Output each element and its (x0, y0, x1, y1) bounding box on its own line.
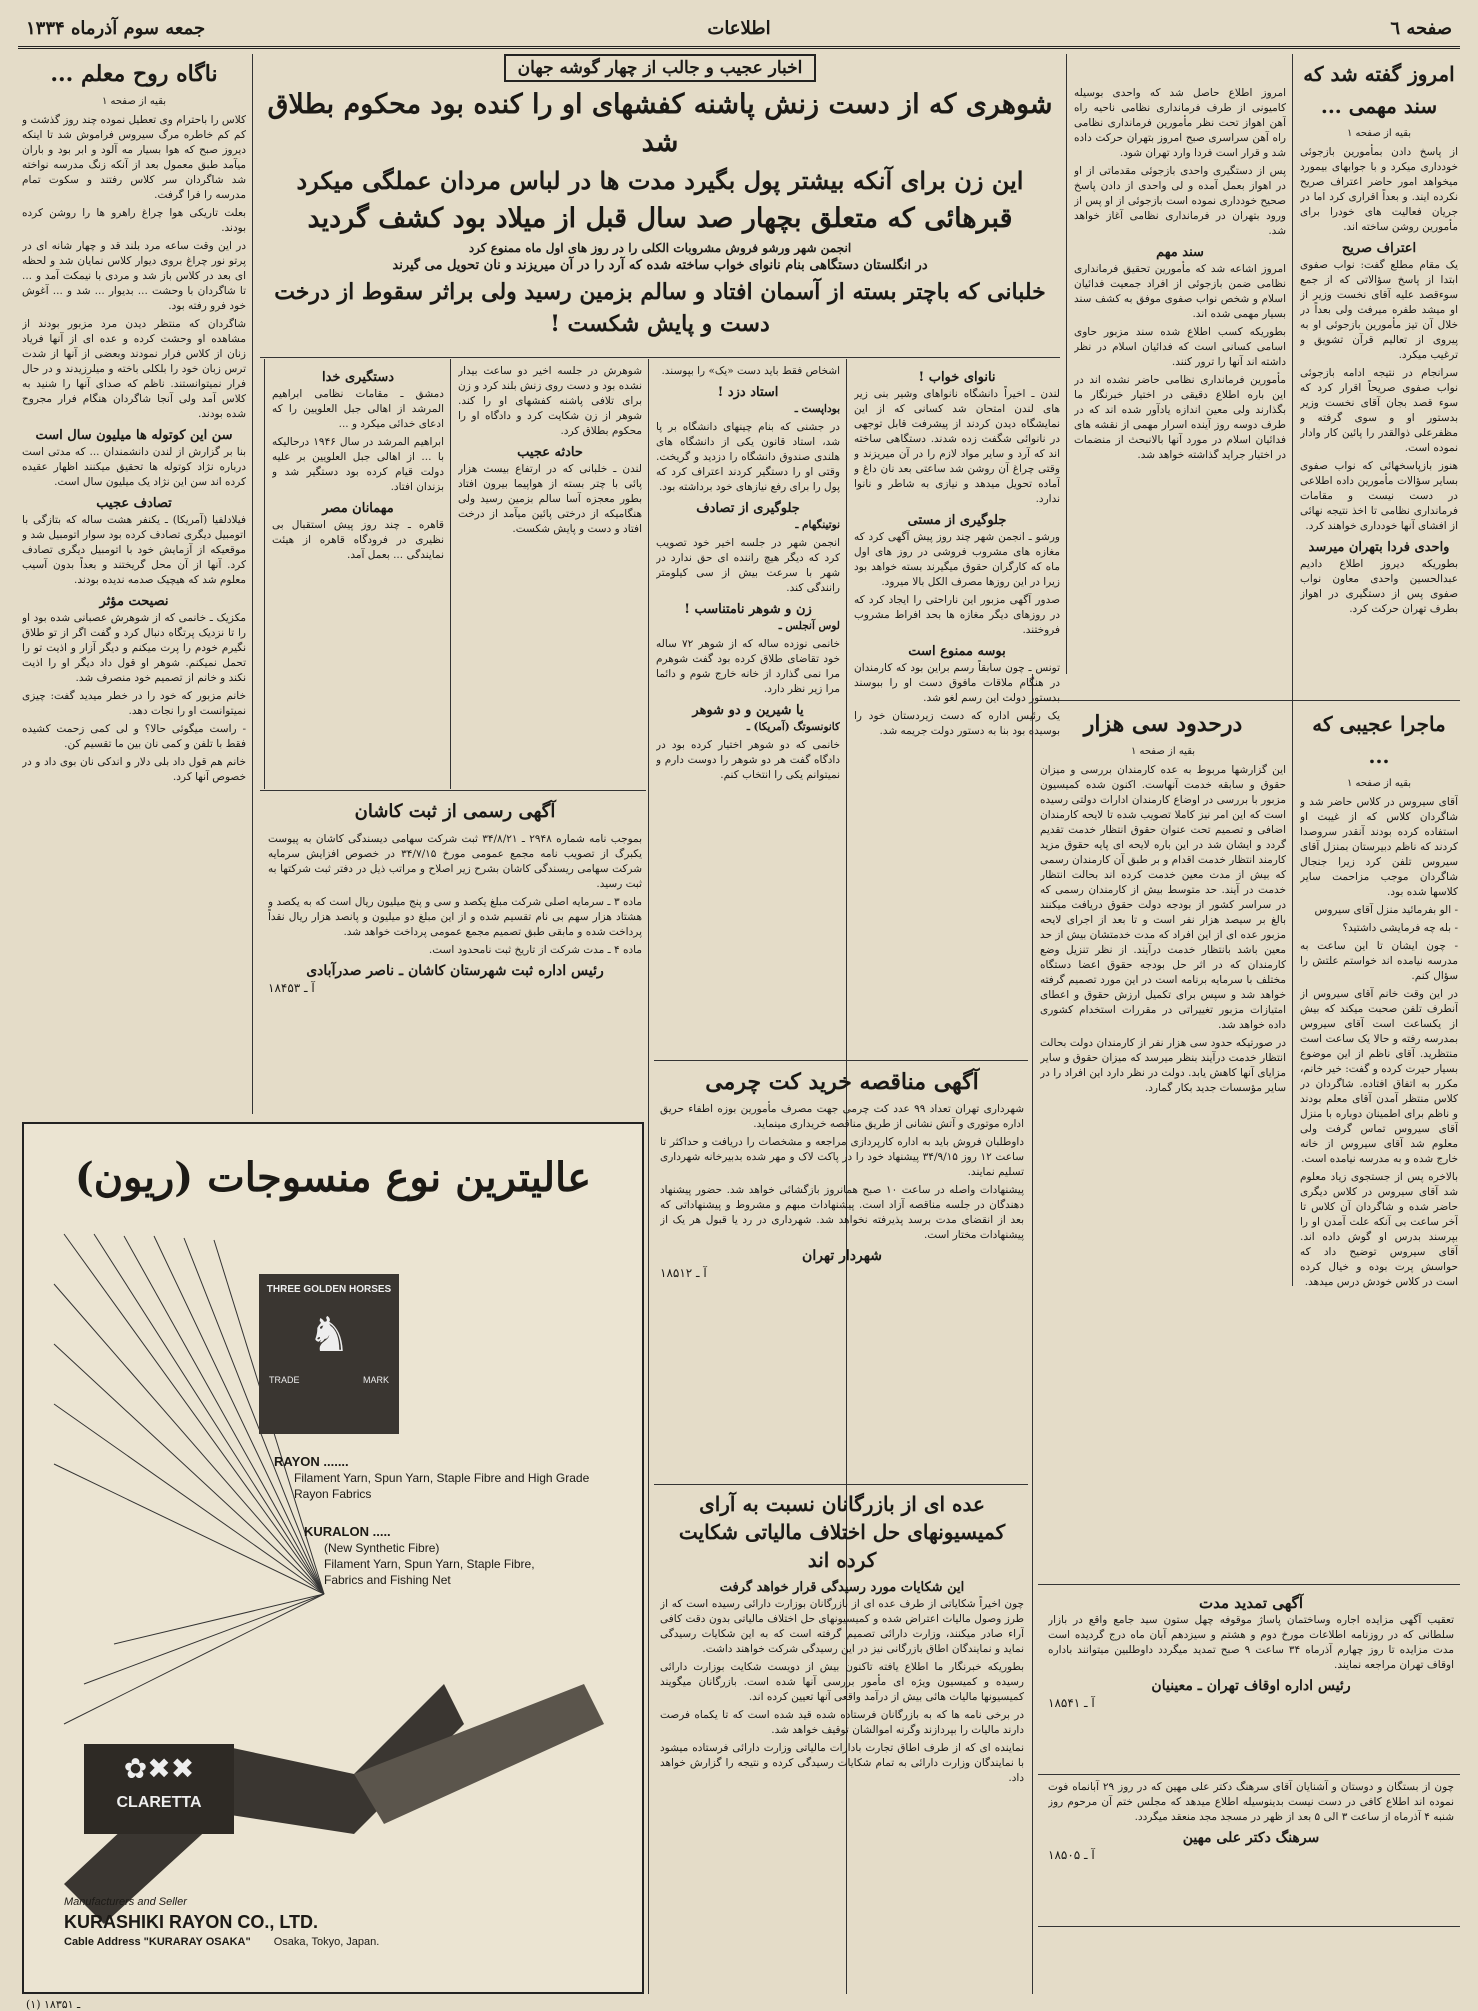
news-paragraph: مکزیک ـ خانمی که از شوهرش عصبانی شده بود او را تا نزدیک پرتگاه دنبال کرد و گفت اگر از تو طلاق نگیرم خودم را پرت میکنم و دیگر آزار و اذیت تو را تحمل نمیکنم. شوهر او قول داد دیگر او را اذیت نکند و خانم از تصمیم خود منصرف شد. (22, 612, 246, 684)
subheadline: در انگلستان دستگاهی بنام نانوای خواب ساخته شده که آرد را در آن میریزند و نان تحویل می گیرند (392, 258, 928, 273)
dialogue-line: - چون ایشان تا این ساعت به مدرسه نیامده اند خواستم علتش را سؤال کنم. (1300, 940, 1458, 982)
notice-paragraph: پیشنهادات واصله در ساعت ۱۰ صبح همانروز بازگشائی خواهد شد. حضور پیشنهاد دهندگان در جلسه مناقصه آزاد است. پیشنهادات مبهم و مشروط و پیشنهاداتی که بعد از انقضای مدت برسد پذیرفته نخواهد شد. شهرداری در رد یا قبول هر یک از پیشنهادات مختار است. (660, 1184, 1024, 1241)
continuation-note: بقیه از صفحه ۱ (1346, 778, 1412, 789)
badge-text: THREE GOLDEN HORSES (266, 1284, 392, 1295)
news-column (854, 364, 1060, 1084)
notice-title: آگهی تمدید مدت (1199, 1594, 1303, 1612)
notice-paragraph: ماده ۴ ـ مدت شرکت از تاریخ ثبت نامحدود است. (428, 944, 642, 956)
right-article-continuation (1074, 86, 1286, 696)
news-heading: حادثه عجیب (517, 445, 583, 460)
article-paragraph: بعلت تاریکی هوا چراغ راهرو ها را روشن کرده بودند. (22, 207, 246, 234)
news-paragraph: شوهرش در جلسه اخیر دو ساعت بیدار نشده بود و دست روی زنش بلند کرد و زن برای تلافی پاشنه کفشهای او را کند. شوهر از زن شکایت کرد و دادگاه او را محکوم بطلاق کرد. (458, 365, 642, 437)
article-title: کمیسیونهای حل اختلاف مالیاتی شکایت کرده اند (678, 1520, 1006, 1572)
subheading: سند مهم (1156, 245, 1204, 260)
news-paragraph: ابراهیم المرشد در سال ۱۹۴۶ درحالیکه با ... از اهالی جبل العلویین بر علیه دولت قیام کرده بود دستگیر شد و بزندان افتاد. (272, 436, 444, 493)
section-label: اخبار عجیب و جالب از چهار گوشه جهان (504, 54, 817, 82)
masthead (18, 14, 1460, 49)
section-rule (1038, 1584, 1460, 1585)
news-paragraph: بنا بر گزارش از لندن دانشمندان ... که مدتی است درباره نژاد کوتوله ها تحقیق میکنند اظهار عقیده کرده اند سن این نژاد یک میلیون سال است. (22, 446, 246, 488)
newspaper-page (18, 14, 1460, 2011)
subheading: واحدی فردا بتهران میرسد (1308, 540, 1450, 555)
notice-paragraph: تعقیب آگهی مزایده اجاره وساختمان پاساژ موقوفه چهل ستون سید جامع واقع در بازار سلطانی که در روزنامه اطلاعات مورخ دوم و هشتم و سیزدهم آبان ماه درج گردیده است مدت مزایده تا روز چهارم آذرماه ۳۴ ساعت ۹ صبح تمدید میگردد داوطلبین میتوانند باداره اوقاف تهران مراجعه نمایند. (1048, 1614, 1454, 1671)
news-column (656, 364, 840, 1054)
notice-code: آ ـ ۱۸۵۴۱ (1048, 1696, 1095, 1710)
news-heading: جلوگیری از مستی (907, 513, 1007, 528)
maker-location: Osaka, Tokyo, Japan. (273, 1936, 380, 1948)
notice-code: آ ـ ۱۸۵۱۲ (660, 1266, 707, 1280)
column-rule (1066, 54, 1067, 674)
badge-mark: MARK (362, 1375, 389, 1385)
notice-title: آگهی رسمی از ثبت کاشان (354, 801, 556, 822)
article-paragraph: در صورتیکه حدود سی هزار نفر از کارمندان دولت بحالت انتظار خدمت درآیند بنظر میرسد که میزان حقوق و سایر مزایای آنها کاهش یابد. دولت در نظر دارد این افراد را در سایر مؤسسات جدید بکار گمارد. (1040, 1037, 1286, 1094)
article-paragraph: مأمورین فرمانداری نظامی حاضر نشده اند در این باره اطلاع دقیقی در اختیار خبرنگار ما بگذارند ولی معین اندازه یادآور شده اند که در طرف دوسه روز آینده اسرار مهمی از نقشه های فدائیان اسلام در مورد آنها بالانبحث از منضمات در اختیار جراید گذاشته خواهد شد. (1074, 374, 1286, 461)
article-paragraph: کلاس را باحترام وی تعطیل نموده چند روز گذشت و کم کم خاطره مرگ سیروس فراموش شد تا اینکه دیروز صبح که هوا بسیار مه آلود و ابر بود و باران میآمد طبق معمول بعد از آنکه زنگ مدرسه نواخته شد شاگردان سر کلاس رفتند و سکوت تمام مدرسه را فرا گرفت. (22, 114, 246, 201)
notice-signature: رئیس اداره اوقاف تهران ـ معینیان (1151, 1678, 1351, 1694)
kuralon-sub: (New Synthetic Fibre) (324, 1541, 440, 1555)
article-paragraph: بطوریکه دیروز اطلاع دادیم عبدالحسین واحدی معاون نواب صفوی پس از دستگیری در اهواز بطرف تهران حرکت کرد. (1300, 558, 1458, 615)
news-heading: بوسه ممنوع است (908, 644, 1006, 659)
tender-notice (660, 1066, 1024, 1476)
article-paragraph: یک مقام مطلع گفت: نواب صفوی ابتدا از پاسخ سؤالاتی که از جمع سوءقصد علیه آقای نخست وزیر از او میشد طفره میرفت ولی بعداً در خلال آن تیز مأمورین بازجوئی او به پیروی از تعالیم قرآن تشویق و ترغیب میکرد. (1300, 259, 1458, 361)
headline: خلبانی که باچتر بسته از آسمان افتاد و سالم بزمین رسید ولی براثر سقوط از درخت دست و پایش شکست ! (274, 279, 1046, 337)
article-title: ماجرا عجیبی که ... (1312, 712, 1446, 768)
news-paragraph: خانمی نوزده ساله که از شوهر ۷۲ ساله خود تقاضای طلاق کرده بود گفت شوهرم مرا نمی گذارد از خانه خارج شوم و دائما مرا زیر نظر دارد. (656, 638, 840, 695)
news-column (458, 364, 642, 784)
news-paragraph: خانمی که دو شوهر اختیار کرده بود در دادگاه گفت هر دو شوهر را دوست دارم و نمیتوانم یکی را انتخاب کنم. (656, 739, 840, 781)
news-paragraph: در جشنی که بنام چینهای دانشگاه بر پا شد، استاد قانون یکی از دانشگاه های هلندی صندوق دانشگاه را دزدید و گریخت. وقتی او را دستگیر کردند اعتراف کرد که پول را برای رفع نیازهای خود برداشته بود. (656, 421, 840, 493)
waqf-notice (1048, 1590, 1454, 1768)
article-title: درحدود سی هزار (1083, 711, 1243, 737)
dialogue-line: - بله چه فرمایشی داشتید؟ (1342, 922, 1458, 934)
notice-title: آگهی مناقصه خرید کت چرمی (705, 1069, 979, 1095)
section-rule (1038, 1926, 1460, 1927)
notice-code: آ ـ ۱۸۴۵۳ (268, 981, 315, 995)
news-heading: سن این کوتوله ها میلیون سال است (35, 428, 233, 443)
notice-paragraph: شهرداری تهران تعداد ۹۹ عدد کت چرمی جهت مصرف مأمورین بوزه اطفاء حریق اداره موتوری و آتش نشانی از طریق مناقصه خریداری مینماید. (660, 1103, 1024, 1130)
news-heading: یا شیرین و دو شوهر (692, 703, 804, 718)
maker-name: KURASHIKI RAYON CO., LTD. (64, 1912, 319, 1932)
news-paragraph: یک رئیس اداره که دست زیردستان خود را بوسیده بود بنا به دستور دولت جریمه شد. (854, 710, 1060, 737)
news-paragraph: تونس ـ چون سابقاً رسم براین بود که کارمندان در هنگام ملاقات مافوق دست او را ببوسند بدستور دولت این رسم لغو شد. (854, 662, 1060, 704)
article-title: امروز گفته شد که سند مهمی ... (1303, 62, 1455, 118)
left-column (22, 58, 246, 1108)
claretta-label: CLARETTA (116, 1794, 202, 1811)
notice-paragraph: بموجب نامه شماره ۲۹۴۸ ـ ۳۴/۸/۲۱ ثبت شرکت سهامی دیسندگی کاشان به پیوست یکبرگ از تصویب نامه مجمع عمومی مورخ ۳۴/۷/۱۵ در خصوص افزایش سرمایه شرکت سهامی ریسندگی کاشان بشرح زیر اصلاح و مراتب ذیل در دفتر ثبت شرکتها به ثبت رسید. (268, 833, 642, 890)
article-paragraph: پس از دستگیری واحدی بازجوئی مقدماتی از او در اهواز بعمل آمده و لی واحدی از دادن پاسخ صحیح خودداری نموده است بازجوئی از او پس از ورود بتهران در فرمانداری نظامی آغاز خواهد شد. (1074, 165, 1286, 237)
top-headline-block (260, 54, 1060, 354)
section-rule (654, 1484, 1028, 1485)
notice-paragraph: ماده ۳ ـ سرمایه اصلی شرکت مبلغ یکصد و سی و پنج میلیون ریال است که به یکصد و هشتاد هزار سهم بی نام تقسیم شده و از این مبلغ دو میلیون و پانصد هزار ریال نقداً پرداخت شده و مابقی طبق تصمیم مجمع عمومی پرداخت خواهد شد. (268, 896, 642, 938)
article-paragraph: این گزارشها مربوط به عده کارمندان بررسی و میزان حقوق و سابقه خدمت آنهاست. اکنون شده کمیسیون مزبور با بررسی در اوضاع کارمندان ادارات دولتی رسیده است که این امر نیز کاملا تصویب شده تا لایحه کارمندان اضافی و تصمیم تحت عنوان حقوق انتظار خدمت تقدیم گردد و ایشان شد در این باره لایحه ای پایه حقوق مزید کارمند انتظار خدمت اقدام و بر طبق آن کارمندان رسمی که بیش از مدت معین خدمت کرده اند بحالت انتظار خدمت در آیند. حد متوسط بیش از کارمندان رسمی که در سراسر کشور از بودجه دولت حقوق دریافت میکنند بالغ بر سیصد هزار نفر است و تا بعد از اجرای لایحه مزبور عده ای از این افراد که مدت خدمتشان بیش از حد معین باشد بانتظار خدمت درآیند. از نظر تنزیل وضع کارمندان که در اثر حل بودجه حقوق اعضا دستگاه مختلف با سرمایه برنامه است در این مورد تصمیم گرفته خواهد شد و سپس برای تکمیل ارزش حقوق و اعطای امتیازات مزبور تغییراتی در مقررات استخدام کشوری داده خواهد شد. (1040, 764, 1286, 1031)
article-title: عده ای از بازرگانان نسبت به آرای (699, 1492, 985, 1516)
badge-trade: TRADE (269, 1375, 300, 1385)
subheadline: انجمن شهر ورشو فروش مشروبات الکلی را در روز های اول ماه ممنوع کرد (468, 241, 852, 255)
news-paragraph: لندن ـ اخیراً دانشگاه نانواهای وشیر بنی زیر های لندن امتحان شد کسانی که از این نمایشگاه دیدن کردند از پیشرفت قابل توجهی در نانوائی شگفت زده شدند. دستگاهی ساخته اند که آرد و سایر مواد لازم را در آن میریزند و وقتی چراغ آن روشن شد ساعتی بعد نان داغ و آماده تحویل میدهد و نیازی به شاطر و نانوا ندارد. (854, 388, 1060, 505)
news-paragraph: اشخاص فقط باید دست «یک» را بپوسند. (661, 365, 840, 377)
news-heading: دستگیری خدا (321, 370, 395, 385)
horse-icon: ♞ (307, 1307, 351, 1363)
article-paragraph: در این وقت خانم آقای سیروس از آنطرف تلفن صحبت میکند که بیش از یکساعت است آقای سیروس بمدرسه رفته و حالا یک ساعت است منتظرید. آقای ناظم از این موضوع بسیار حیرت کرده و گفت: خیر خانم، مکرر به اتفاق افتاده. شاگردان در کلاس منتظر آمدن آقای معلم بودند و ناظم برای اطمینان دوباره با منزل آقای سیروس تماس گرفت ولی معلوم شد آقای سیروس از خانه خارج شده و به مدرسه نیامده است. (1300, 988, 1458, 1165)
article-title: ناگاه روح معلم ... (50, 61, 218, 87)
news-paragraph: فیلادلفیا (آمریکا) ـ یکنفر هشت ساله که بتازگی با اتومبیل دیگری تصادف کرده بود سوار اتومبیل شد و موقعیکه از آزمایش خود با اتومبیل دیگری تصادف کرد. آنها از آن محل گریختند و بعداً بدون آسیب معلوم شد که هیچیک صدمه ندیده بودند. (22, 514, 246, 586)
news-paragraph: - راست میگوئی حالا؟ و لی کمی زحمت کشیده فقط با تلفن و کمی نان بین ما تقسیم کن. (22, 723, 246, 750)
column-rule (648, 359, 649, 1994)
claretta-logo (84, 1744, 234, 1834)
column-rule (1292, 54, 1293, 1286)
column-rule (264, 359, 265, 789)
article-paragraph: امروز اشاعه شد که مأمورین تحقیق فرمانداری نظامی ضمن بازجوئی از افراد جمعیت فدائیان اسلام و شخص نواب صفوی موفق به کشف سند بسیار مهمی شده اند. (1074, 263, 1286, 320)
article-paragraph: بطوریکه خبرنگار ما اطلاع یافته تاکنون بیش از دویست شکایت بوزارت دارائی رسیده و کمیسیون ویژه ای مأمور بررسی آنها شده است. بازرگانان میگویند کمیسیونها مالیات هائی بیش از درآمد واقعی آنها تعیین کرده اند. (660, 1661, 1024, 1703)
kuralon-title: KURALON ..... (304, 1524, 391, 1539)
strange-story-article (1300, 708, 1458, 1578)
ad-headline: عالیترین نوع منسوجات (ریون) (74, 1154, 592, 1201)
subheading: این شکایات مورد رسیدگی قرار خواهد گرفت (719, 1580, 965, 1595)
section-rule (1038, 700, 1460, 701)
merchants-article (660, 1490, 1024, 1990)
notice-signature: رئیس اداره ثبت شهرستان کاشان ـ ناصر صدرآبادی (306, 963, 604, 979)
dateline: کانونسوتگ (آمریکا) ـ (746, 721, 840, 733)
article-paragraph: آقای سیروس در کلاس حاضر شد و شاگردان کلاس که از غیبت او استفاده کرده بودند آنقدر سروصدا کردند که ناظم دبیرستان بمنزل آقای سیروس تلفن کرد زیرا جنجال شاگردان موجب مزاحمت سایر کلاسها شده بود. (1300, 796, 1458, 898)
article-paragraph: شاگردان که منتظر دیدن مرد مزبور بودند از مشاهده او وحشت کرده و عده ای از آنها فریاد زنان از کلاس فرار نمودند وبعضی از آنها از شدت ترس زبان خود را بلکلی باخته و میلرزیدند و در حال فرار نمیتوانستند. ناظم که صدای آنها را شنید به کلاس آمد ولی آنجا شاگردان هنگام فرار مجروح شده بودند. (22, 318, 246, 420)
news-paragraph: قاهره ـ چند روز پیش استقبال بی نظیری در فرودگاه قاهره از هیئت نمایندگی ... بعمل آمد. (272, 519, 444, 561)
issue-date: جمعه سوم آذرماه ۱۳۳۴ (26, 18, 206, 39)
kuralon-body: Filament Yarn, Spun Yarn, Staple Fibre, Fabrics and Fishing Net (324, 1557, 535, 1587)
column-rule (252, 54, 253, 1114)
section-rule (1038, 1774, 1460, 1775)
dateline: بوداپست ـ (794, 403, 840, 415)
rayon-product-text (274, 1454, 614, 1502)
article-paragraph: بالاخره پس از جستجوی زیاد معلوم شد آقای سیروس در کلاس دیگری حاضر شده و شاگردان آن کلاس تا آخر ساعت بی آنکه علت آمدن او را بپرسند بدرس او گوش داده اند. آقای سیروس توضیح داد که حواسش پرت بوده و خیال کرده است در کلاس خودش درس میدهد. (1300, 1171, 1458, 1288)
article-paragraph: از پاسخ دادن بمأمورین بازجوئی خودداری میکرد و با جوابهای بیمورد میخواهد امور حاضر اعتراف صریح نکرده ایند. و بعداً اقراری کرد اما در جریان فعالیت های خودرا برای مأمورین روشن ساخته اند. (1300, 146, 1458, 233)
news-column (272, 364, 444, 784)
cable-address: Cable Address "KURARAY OSAKA" (64, 1936, 251, 1948)
kuralon-product-text (304, 1524, 544, 1588)
news-paragraph: دمشق ـ مقامات نظامی ابراهیم المرشد از اهالی جبل العلویین را که ادعای خدائی میکرد و ... (272, 388, 444, 430)
page-number: صفحه ٦ (1390, 18, 1452, 39)
dateline: لوس آنجلس ـ (778, 620, 840, 632)
news-paragraph: صدور آگهی مزبور این ناراحتی را ایجاد کرد که در روزهای دیگر مغازه ها بحد افراط مشروب فروختند. (854, 594, 1060, 636)
pattern-icon: ✖✖✿ (123, 1752, 195, 1785)
subheading: اعتراف صریح (1341, 241, 1417, 256)
rayon-title: RAYON ....... (274, 1454, 349, 1469)
continuation-note: بقیه از صفحه ۱ (101, 96, 167, 107)
memorial-notice (1048, 1780, 1454, 1920)
news-heading: جلوگیری از تصادف (696, 501, 800, 516)
article-paragraph: در این وقت ساعه مرد بلند قد و چهار شانه ای در پرتو نور چراغ بروی دیوار کلاس نمایان شد و لحظه ای بعد در کلاس باز شد و مردی با نیمکت آمد و ... تا شاگردان با وحشت ... بدیوار ... شد و ... آغوش خود فرو رفته بود. (22, 240, 246, 312)
notice-code: آ ـ ۱۸۵۰۵ (1048, 1848, 1095, 1862)
trademark-badge (259, 1274, 399, 1434)
article-paragraph: چون اخیراً شکایاتی از طرف عده ای از بازرگانان بوزارت دارائی رسیده است که از طرز وصول مالیات اعتراض شده و کمیسیونهای حل اختلاف مالیاتی بدون دقت کافی آراء صادر میکنند، وزارت دارائی تصمیم گرفته است که به این شکایات رسیدگی نماید و نمایندگان اطاق بازرگانی نیز در این رسیدگی شرکت خواهند داشت. (660, 1598, 1024, 1655)
headline: این زن برای آنکه بیشتر پول بگیرد مدت ها در لباس مردان عملگی میکرد (296, 166, 1024, 195)
ad-code: (۱) ـ ۱۸۳۵۱ (26, 1998, 81, 2011)
news-paragraph: خانم هم قول داد بلی دلار و اندکی نان بوی داد و در خصوص آنها کرد. (22, 756, 246, 783)
news-paragraph: ورشو ـ انجمن شهر چند روز پیش آگهی کرد که مغازه های مشروب فروشی در روز های اول ماه که کارگران حقوق میگیرند بسته خواهد بود زیرا در این روزها مصرف الکل بالا میرود. (854, 531, 1060, 588)
paper-name: اطلاعات (707, 18, 771, 39)
continuation-note: بقیه از صفحه ۱ (1346, 128, 1412, 139)
kashan-registration-notice (268, 796, 642, 1096)
right-column (1300, 58, 1458, 698)
continuation-note: بقیه از صفحه ۱ (1130, 746, 1196, 757)
news-heading: نصیحت مؤثر (99, 594, 169, 609)
headline: قبرهائی که متعلق بچهار صد سال قبل از میلاد بود کشف گردید (307, 203, 1013, 234)
news-heading: تصادف عجیب (96, 496, 172, 511)
article-paragraph: امروز اطلاع حاصل شد که واحدی بوسیله کامیونی از طرف فرمانداری نظامی ناحیه راه آهن اهواز تحت نظر مأمورین فرمانداری نظامی راه آهن سراسری صبح امروز بتهران حرکت داده شد و قرار است فردا وارد تهران شود. (1074, 87, 1286, 159)
article-paragraph: بطوریکه کسب اطلاع شده سند مزبور حاوی اسامی کسانی است که فدائیان اسلام در نظر داشته اند آنها را ترور کنند. (1074, 326, 1286, 368)
thirty-thousand-article (1040, 708, 1286, 1578)
notice-paragraph: چون از بستگان و دوستان و آشنایان آقای سرهنگ دکتر علی مهین که در روز ۲۹ آبانماه فوت نموده اند اطلاع کافی در دست نیست بدینوسیله اطلاع میدهد که مجلس ختم آن مرحوم روز شنبه ۴ آذرماه از ساعت ۳ الی ۵ بعد از ظهر در مسجد مجد منعقد میگردد. (1048, 1781, 1454, 1823)
news-heading: نانوای خواب ! (918, 370, 996, 385)
headline: شوهری که از دست زنش پاشنه کفشهای او را کنده بود محکوم بطلاق شد (267, 89, 1053, 158)
rayon-advertisement (22, 1122, 644, 1994)
section-rule (654, 1060, 1028, 1061)
notice-signature: سرهنگ دکتر علی مهین (1182, 1830, 1320, 1846)
news-heading: زن و شوهر نامتناسب ! (684, 602, 812, 617)
notice-signature: شهردار تهران (802, 1248, 882, 1264)
manufacturer-info (64, 1894, 604, 1950)
article-paragraph: هنوز بازپاسخهائی که نواب صفوی بسایر سؤالات مأمورین داده اطلاعی در دست نیست و مقامات فرمانداری نظامی تا اخذ نتیجه نهائی از افشای آنها خودداری خواهند کرد. (1300, 460, 1458, 532)
article-paragraph: سرانجام در نتیجه ادامه بازجوئی نواب صفوی صریحاً اقرار کرد که سوء قصد بجان آقای نخست وزیر بدستور او و سوی گرفته و مظفرعلی ذوالقدر را پائین کار وادار نموده است. (1300, 367, 1458, 454)
news-paragraph: خانم مزبور که خود را در خطر میدید گفت: چیزی نمیتوانست او را نجات دهد. (22, 690, 246, 717)
news-paragraph: لندن ـ خلبانی که در ارتفاع بیست هزار پائی با چتر بسته از هواپیما بیرون افتاد بطور معجزه آسا سالم بزمین رسید ولی هنگامیکه از درختی پائین میآمد از درخت افتاد و دست و پایش شکست. (458, 463, 642, 535)
column-rule (450, 359, 451, 789)
section-rule (260, 357, 1060, 358)
article-paragraph: در برخی نامه ها که به بازرگانان فرستاده شده قید شده است که تا یکماه فرصت دارند مالیات را بپردازند وگرنه اموالشان توقیف خواهد شد. (660, 1709, 1024, 1736)
dateline: نوتینگهام ـ (795, 519, 840, 531)
news-heading: استاد دزد ! (717, 385, 779, 400)
news-heading: مهمانان مصر (322, 501, 394, 516)
section-rule (260, 790, 646, 791)
news-paragraph: انجمن شهر در جلسه اخیر خود تصویب کرد که دیگر هیچ راننده ای حق ندارد در شهر با سرعت بیش از سی کیلومتر رانندگی کند. (656, 537, 840, 594)
rayon-body: Filament Yarn, Spun Yarn, Staple Fibre and High Grade Rayon Fabrics (294, 1471, 590, 1501)
article-paragraph: نماینده ای که از طرف اطاق تجارت بادارات مالیاتی وزارت دارائی فرستاده میشود با نمایندگان وزارت دارائی به تمام شکایات رسیدگی کرده و نتیجه را گزارش خواهد داد. (660, 1742, 1024, 1784)
notice-paragraph: داوطلبان فروش باید به اداره کارپردازی مراجعه و مشخصات را دریافت و حداکثر تا ساعت ۱۲ روز ۳۴/۹/۱۵ پیشنهاد خود را در پاکت لاک و مهر شده بدبیرخانه شهرداری تسلیم نمایند. (660, 1136, 1024, 1178)
dialogue-line: - الو بفرمائید منزل آقای سیروس (1314, 904, 1458, 916)
maker-label: Manufacturers and Seller (64, 1896, 187, 1908)
